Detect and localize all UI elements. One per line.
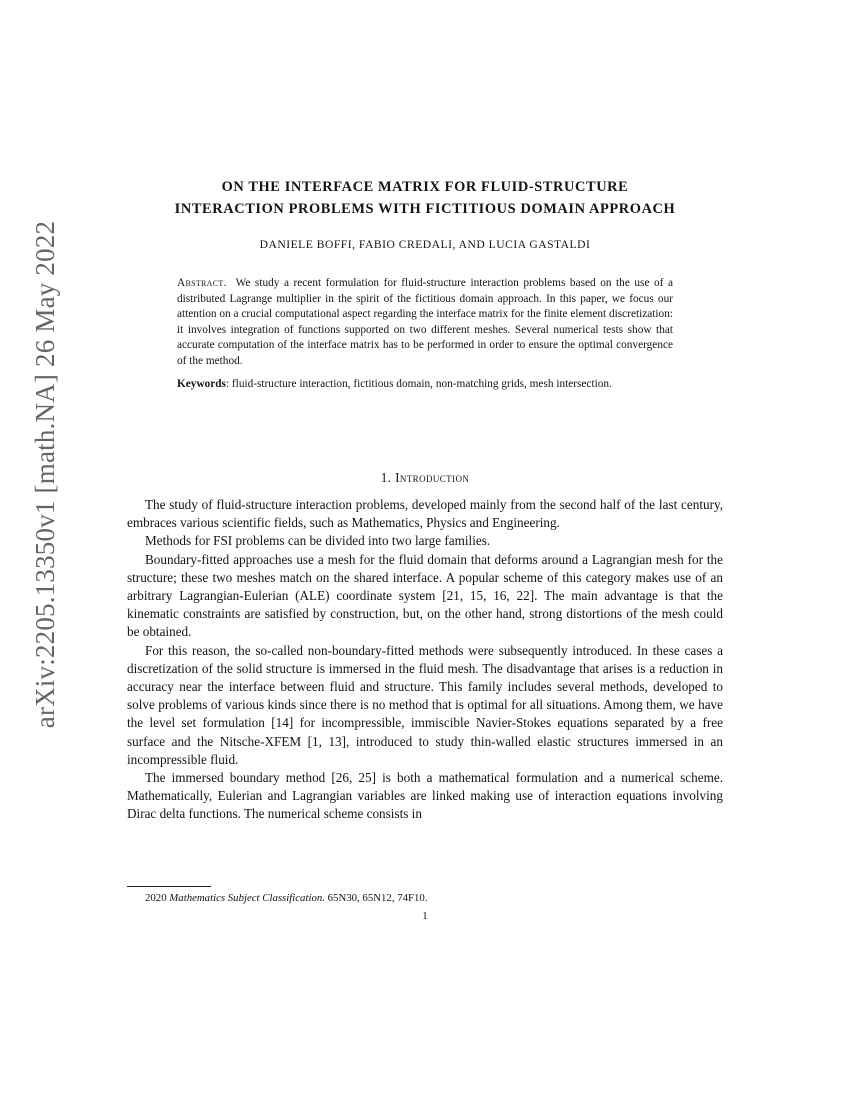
footnote-year: 2020 <box>145 892 167 904</box>
body-paragraph-5: The immersed boundary method [26, 25] is both a mathematical formulation and a numerical scheme. Mathematically, Eulerian and Lagrangian variables are linked making use of interaction equations involving Dirac delta functions. The numerical scheme consists in <box>127 770 723 822</box>
abstract-text: We study a recent formulation for fluid-structure interaction problems based on the use of a distributed Lagrange multiplier in the spirit of the fictitious domain approach. In this paper, we focus our attention on a crucial computational aspect regarding the interface matrix for the finite element discretization: it involves integration of functions supported on two different meshes. Several numerical tests show that accurate computation of the interface matrix has to be performed in order to ensure the optimal convergence of the method. <box>177 277 673 367</box>
body-paragraph-2: Methods for FSI problems can be divided into two large families. <box>145 533 491 549</box>
footnote-classification-label: Mathematics Subject Classification. <box>169 892 325 904</box>
footnote-rule <box>127 886 211 887</box>
paper-authors: DANIELE BOFFI, FABIO CREDALI, AND LUCIA GASTALDI <box>259 238 591 251</box>
footnote-msc <box>145 892 705 904</box>
title-line-1: ON THE INTERFACE MATRIX FOR FLUID-STRUCTURE <box>221 179 629 195</box>
body-paragraph-3: Boundary-fitted approaches use a mesh for the fluid domain that deforms around a Lagrangian mesh for the structure; these two meshes match on the shared interface. A popular scheme of this category makes use of an arbitrary Lagrangian-Eulerian (ALE) coordinate system [21, 15, 16, 22]. The main advantage is that the kinematic constraints are satisfied by construction, but, on the other hand, strong distortions of the mesh could be obtained. <box>127 551 723 640</box>
keywords-paragraph <box>177 377 673 393</box>
abstract-paragraph <box>177 276 673 370</box>
introduction-body <box>127 496 723 824</box>
arxiv-side-stamp <box>17 220 75 728</box>
keywords-label: Keywords <box>177 377 226 390</box>
body-paragraph-4: For this reason, the so-called non-boundary-fitted methods were subsequently introduced. In these cases a discretization of the solid structure is immersed in the fluid mesh. The disadvantage that arises is a reduction in accuracy near the interface between fluid and structure. This family includes several methods, developed to solve problems of various kinds since there is no method that is optimal for all situations. Among them, we have the level set formulation [14] for incompressible, immiscible Navier-Stokes equations separated by a free surface and the Nitsche-XFEM [1, 13], introduced to study thin-walled elastic structures immersed in an incompressible fluid. <box>127 642 723 767</box>
abstract-label: Abstract. <box>177 277 227 289</box>
footnote-codes: 65N30, 65N12, 74F10. <box>327 892 428 904</box>
title-line-2: INTERACTION PROBLEMS WITH FICTITIOUS DOMAIN APPROACH <box>174 201 676 217</box>
paper-title <box>127 176 723 220</box>
section-heading-introduction: 1. Introduction <box>380 470 470 485</box>
body-paragraph-1: The study of fluid-structure interaction problems, developed mainly from the second half of the last century, embraces various scientific fields, such as Mathematics, Physics and Engineering. <box>127 497 723 531</box>
arxiv-identifier: arXiv:2205.13350v1 [math.NA] 26 May 2022 <box>30 220 61 728</box>
page-number: 1 <box>422 910 428 922</box>
abstract-block <box>177 276 673 392</box>
keywords-text: : fluid-structure interaction, fictitious domain, non-matching grids, mesh intersection. <box>225 377 612 390</box>
